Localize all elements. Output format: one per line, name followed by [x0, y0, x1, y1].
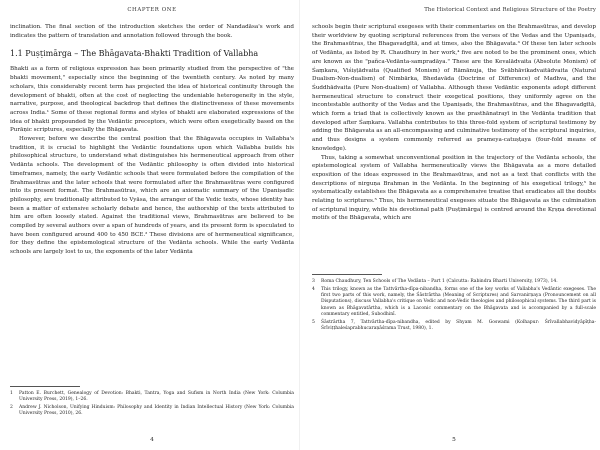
- left-running-head: CHAPTER ONE: [127, 7, 177, 13]
- footnote-text: Andrew J. Nicholson, Unifying Hinduism: Philosophy and Identity in Indian Intellectual History (New York: Columbia University Press, 2010), 26.: [19, 405, 294, 417]
- intro-paragraph: inclination. The final section of the introduction sketches the order of Nandadāsa's work and indicates the pattern of translation and annotation followed through the book.: [10, 24, 294, 39]
- section-heading: 1.1 Puṣṭimārga – The Bhāgavata-Bhakti Tradition of Vallabha: [10, 49, 259, 59]
- footnote-text: Śāstrārtha 7, Tattvārtha-dīpa-nibandha, edited by Shyam M. Goswami (Kolhapur: Śrīvallabhavidyāpīṭha-Śrīviṭṭhaleśaprabhucaraṇāśrama Trust, 1980), 1.: [321, 319, 596, 332]
- right-body-text: [312, 23, 596, 223]
- footnote-text: This trilogy, known as the Tattvārtha-dīpa-nibandha, forms one of the key works of Vallabha's Vedāntic exegeses. The first two parts of this work, namely, the Śāstrārtha (Meaning of Scriptures) and Sarvanirṇaya (Pronouncement on all Disputations), discuss Vallabha's critique on Vedic and non-Vedic theologies and philosophical systems. The third part is known as Bhāgavatārtha, which is a Laconic commentary on the Bhāgavata and is accompanied by a full-scale commentary entitled, Subodhinī.: [321, 286, 596, 318]
- body-paragraph: schools begin their scriptural exegeses with their commentaries on the Brahmasūtras, and develop their worldview by quoting scriptural references from the verses of the Vedas and the Upaniṣads, the Brahmasūtras, the Bhagavadgītā, and at times, also the Bhāgavata.³ Of these ten later schools of Vedānta, as listed by R. Chaudhury in her work,⁴ five are noted to be the prominent ones, which are known as the "pañca-Vedānta-sampradāya." These are the Kevalādvaita (Absolute Monism) of Śaṃkara, Viśiṣṭādvaita (Qualified Monism) of Rāmānuja, the Svābhāvikadvaitādvaita (Natural Dualism-Non-dualism) of Nimbārka, Bhedavāda (Doctrine of Difference) of Madhva, and the Śuddhādvaita (Pure Non-dualism) of Vallabha. Although these Vedāntic exponents adopt different hermeneutical structure to construct their exegetical positions, they uniformly agree on the incontestable authority of the Vedas and the Upaniṣads, the Brahmasūtras, and the Bhagavadgītā, which form a triad that is collectively known as the prasthānatrayī in the Vedānta tradition that developed after Śaṃkara. Vallabha contributes to this three-fold system of scriptural testimony by adding the Bhāgavata as an all-encompassing and culminative testimony of the scriptural inquiries, and thus designs a system commonly referred as prameya-catuṣṭaya (four-fold means of knowledge).: [312, 24, 596, 152]
- footnote: [312, 279, 596, 285]
- footnote-number: 3: [312, 279, 315, 284]
- page-number: 4: [150, 437, 154, 443]
- page-number: 5: [452, 437, 456, 443]
- footnote: [312, 320, 596, 333]
- body-paragraph: Bhakti as a form of religious expression has been primarily studied from the perspective of "the bhakti movement," especially since the beginning of the twentieth century. As noted by many scholars, this considerably recent term has projected the idea of historical continuity through the development of bhakti, often at the cost of neglecting the undeniable heterogeneity in the style, narrative, purpose, and theological backdrop that defines the distinctiveness of these movements across India.¹ Some of these regional forms and styles of bhakti are elaborated expressions of the idea of bhakti propounded by the Vedāntic preceptors, which were often exegetically based on the Purāṇic scriptures, especially the Bhāgavata.: [10, 66, 294, 134]
- footnote-number: 5: [312, 319, 315, 325]
- gutter-divider: [299, 0, 300, 450]
- footnote: [10, 405, 294, 418]
- right-page: [312, 0, 596, 450]
- body-paragraph: Thus, taking a somewhat unconventional position in the trajectory of the Vedānta schools, the epistemological system of Vallabha hermeneutically views the Bhāgavata as a more detailed exposition of the ideas expressed in the Brahmasūtras, and not as a text that conflicts with the descriptions of nirguṇa Brahman in the Vedānta. In the beginning of his exegetical trilogy,⁵ he systematically establishes the Bhāgavata as a comprehensive treatise that eradicates all the doubts relating to scriptures.⁵ Thus, his hermeneutical exegeses situate the Bhāgavata as the culmination of scriptural inquiry, while his devotional path (Puṣṭimārga) is centred around the Kṛṣṇa devotional motifs of the Bhāgavata, which are: [312, 154, 596, 222]
- right-footnotes: [312, 274, 596, 334]
- body-paragraph: However, before we describe the central position that the Bhāgavata occupies in Vallabha's tradition, it is crucial to highlight the Vedāntic foundations upon which Vallabha builds his philosophical structure, to understand what distinguishes his hermeneutical approach from other Vedānta schools. The development of the Vedāntic philosophy is often divided into historical timeframes, namely, the early Vedāntic schools that were formulated before the compilation of the Brahmasūtras and the later schools that were formulated after the Brahmasūtras were configured into its present format. The Brahmasūtras, which are an axiomatic summary of the Upaniṣadic philosophy, are traditionally attributed to Vyāsa, the arranger of the Vedic texts, whose identity has been a matter of extensive scholarly debate and hence, the authorship of the texts attributed to him are often loosely stated. Against the traditional views, Brahmasūtras are believed to be compiled by several authors over a span of hundreds of years, and its present form is speculated to have been configured around 400 to 450 BCE.² These divisions are of hermeneutical significance, for they define the epistemological structure of the Vedānta schools. While the early Vedānta schools are largely lost to us, the exponents of the later Vedānta: [10, 136, 294, 256]
- footnote-text: Patton E. Burchett, Genealogy of Devotion: Bhakti, Tantra, Yoga and Sufism in North India (New York: Columbia University Press, 2019), 1–26.: [19, 391, 294, 403]
- left-body-text: [10, 23, 294, 257]
- left-footnotes: [10, 386, 294, 419]
- right-running-head: The Historical Context and Religious Structure of the Poetry: [424, 7, 596, 13]
- footnote-rule: [10, 386, 80, 387]
- left-page: [10, 0, 294, 450]
- footnote-number: 2: [10, 405, 13, 410]
- footnote-number: 1: [10, 391, 13, 396]
- footnote: [312, 287, 596, 319]
- footnote-text: Roma Chaudhury, Ten Schools of The Vedānta – Part 1 (Calcutta: Rabindra Bharti University, 1973), 14.: [321, 279, 558, 284]
- footnote-rule: [312, 274, 382, 275]
- footnote: [10, 391, 294, 404]
- footnote-number: 4: [312, 286, 315, 292]
